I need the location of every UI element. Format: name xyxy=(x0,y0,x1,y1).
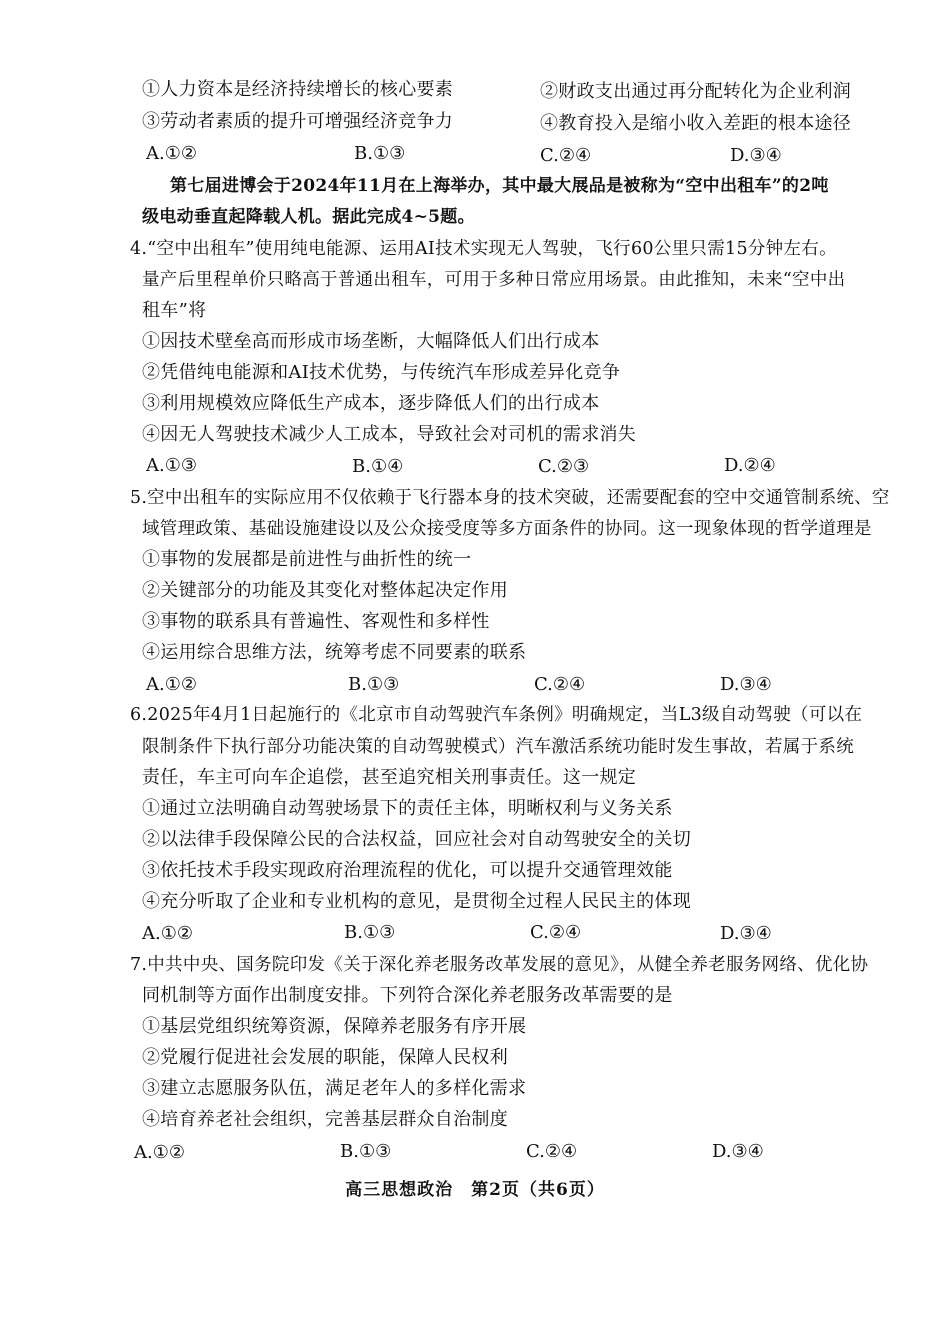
q7-option-a: A.①② xyxy=(134,1142,185,1163)
q3-option-a: A.①② xyxy=(146,143,197,164)
q5-option-d: D.③④ xyxy=(720,674,772,695)
q4-option-c: C.②③ xyxy=(538,456,590,477)
material-line-1: 第七届进博会于2024年11月在上海举办，其中最大展品是被称为“空中出租车”的2吨 xyxy=(170,176,829,196)
q4-stem-2: 量产后里程单价只略高于普通出租车，可用于多种日常应用场景。由此推知，未来“空中出 xyxy=(142,270,846,290)
q5-stem-1: 5.空中出租车的实际应用不仅依赖于飞行器本身的技术突破，还需要配套的空中交通管制系统、空 xyxy=(130,488,890,508)
material-line-2: 级电动垂直起降载人机。据此完成4~5题。 xyxy=(142,207,475,227)
q6-item-1: ①通过立法明确自动驾驶场景下的责任主体，明晰权利与义务关系 xyxy=(142,798,673,819)
q4-item-2: ②凭借纯电能源和AI技术优势，与传统汽车形成差异化竞争 xyxy=(142,362,621,383)
q7-stem-2: 同机制等方面作出制度安排。下列符合深化养老服务改革需要的是 xyxy=(142,985,673,1006)
q5-option-a: A.①② xyxy=(146,674,197,695)
q6-stem-2: 限制条件下执行部分功能决策的自动驾驶模式）汽车激活系统功能时发生事故，若属于系统 xyxy=(142,737,854,757)
q6-option-c: C.②④ xyxy=(530,922,582,943)
q3-item-3: ③劳动者素质的提升可增强经济竞争力 xyxy=(142,111,454,132)
q5-stem-2: 域管理政策、基础设施建设以及公众接受度等多方面条件的协同。这一现象体现的哲学道理是 xyxy=(142,519,872,539)
q3-item-1: ①人力资本是经济持续增长的核心要素 xyxy=(142,79,454,100)
page-footer: 高三思想政治 第2页（共6页） xyxy=(345,1180,605,1200)
q4-option-d: D.②④ xyxy=(724,455,776,476)
q5-item-1: ①事物的发展都是前进性与曲折性的统一 xyxy=(142,549,472,570)
q6-stem-1: 6.2025年4月1日起施行的《北京市自动驾驶汽车条例》明确规定，当L3级自动驾驶（可以在 xyxy=(130,705,863,725)
q7-item-3: ③建立志愿服务队伍，满足老年人的多样化需求 xyxy=(142,1078,527,1099)
q4-item-1: ①因技术壁垒高而形成市场垄断，大幅降低人们出行成本 xyxy=(142,331,600,352)
q4-stem-3: 租车”将 xyxy=(142,300,207,321)
q5-option-c: C.②④ xyxy=(534,674,586,695)
q4-stem-1: 4.“空中出租车”使用纯电能源、运用AI技术实现无人驾驶，飞行60公里只需15分钟左右。 xyxy=(130,239,837,259)
q5-option-b: B.①③ xyxy=(348,674,400,695)
q7-option-c: C.②④ xyxy=(526,1141,578,1162)
q3-option-c: C.②④ xyxy=(540,145,592,166)
q4-option-a: A.①③ xyxy=(146,455,197,476)
q6-option-b: B.①③ xyxy=(344,922,396,943)
q3-item-2: ②财政支出通过再分配转化为企业利润 xyxy=(540,81,852,102)
q5-item-2: ②关键部分的功能及其变化对整体起决定作用 xyxy=(142,580,508,601)
q4-item-3: ③利用规模效应降低生产成本，逐步降低人们的出行成本 xyxy=(142,393,600,414)
q3-item-4: ④教育投入是缩小收入差距的根本途径 xyxy=(540,113,852,134)
q6-item-3: ③依托技术手段实现政府治理流程的优化，可以提升交通管理效能 xyxy=(142,860,673,881)
q3-option-b: B.①③ xyxy=(354,143,406,164)
q5-item-3: ③事物的联系具有普遍性、客观性和多样性 xyxy=(142,611,490,632)
q7-option-b: B.①③ xyxy=(340,1141,392,1162)
q6-item-4: ④充分听取了企业和专业机构的意见，是贯彻全过程人民民主的体现 xyxy=(142,891,691,912)
q7-item-4: ④培育养老社会组织，完善基层群众自治制度 xyxy=(142,1109,508,1130)
q4-item-4: ④因无人驾驶技术减少人工成本，导致社会对司机的需求消失 xyxy=(142,424,637,445)
q6-item-2: ②以法律手段保障公民的合法权益，回应社会对自动驾驶安全的关切 xyxy=(142,829,691,850)
q5-item-4: ④运用综合思维方法，统筹考虑不同要素的联系 xyxy=(142,642,527,663)
q6-stem-3: 责任，车主可向车企追偿，甚至追究相关刑事责任。这一规定 xyxy=(142,767,637,788)
q7-item-1: ①基层党组织统筹资源，保障养老服务有序开展 xyxy=(142,1016,527,1037)
q3-option-d: D.③④ xyxy=(730,145,782,166)
q7-option-d: D.③④ xyxy=(712,1141,764,1162)
q6-option-d: D.③④ xyxy=(720,923,772,944)
q4-option-b: B.①④ xyxy=(352,456,404,477)
q6-option-a: A.①② xyxy=(142,923,193,944)
q7-item-2: ②党履行促进社会发展的职能，保障人民权利 xyxy=(142,1047,508,1068)
q7-stem-1: 7.中共中央、国务院印发《关于深化养老服务改革发展的意见》，从健全养老服务网络、优化协 xyxy=(130,955,869,975)
